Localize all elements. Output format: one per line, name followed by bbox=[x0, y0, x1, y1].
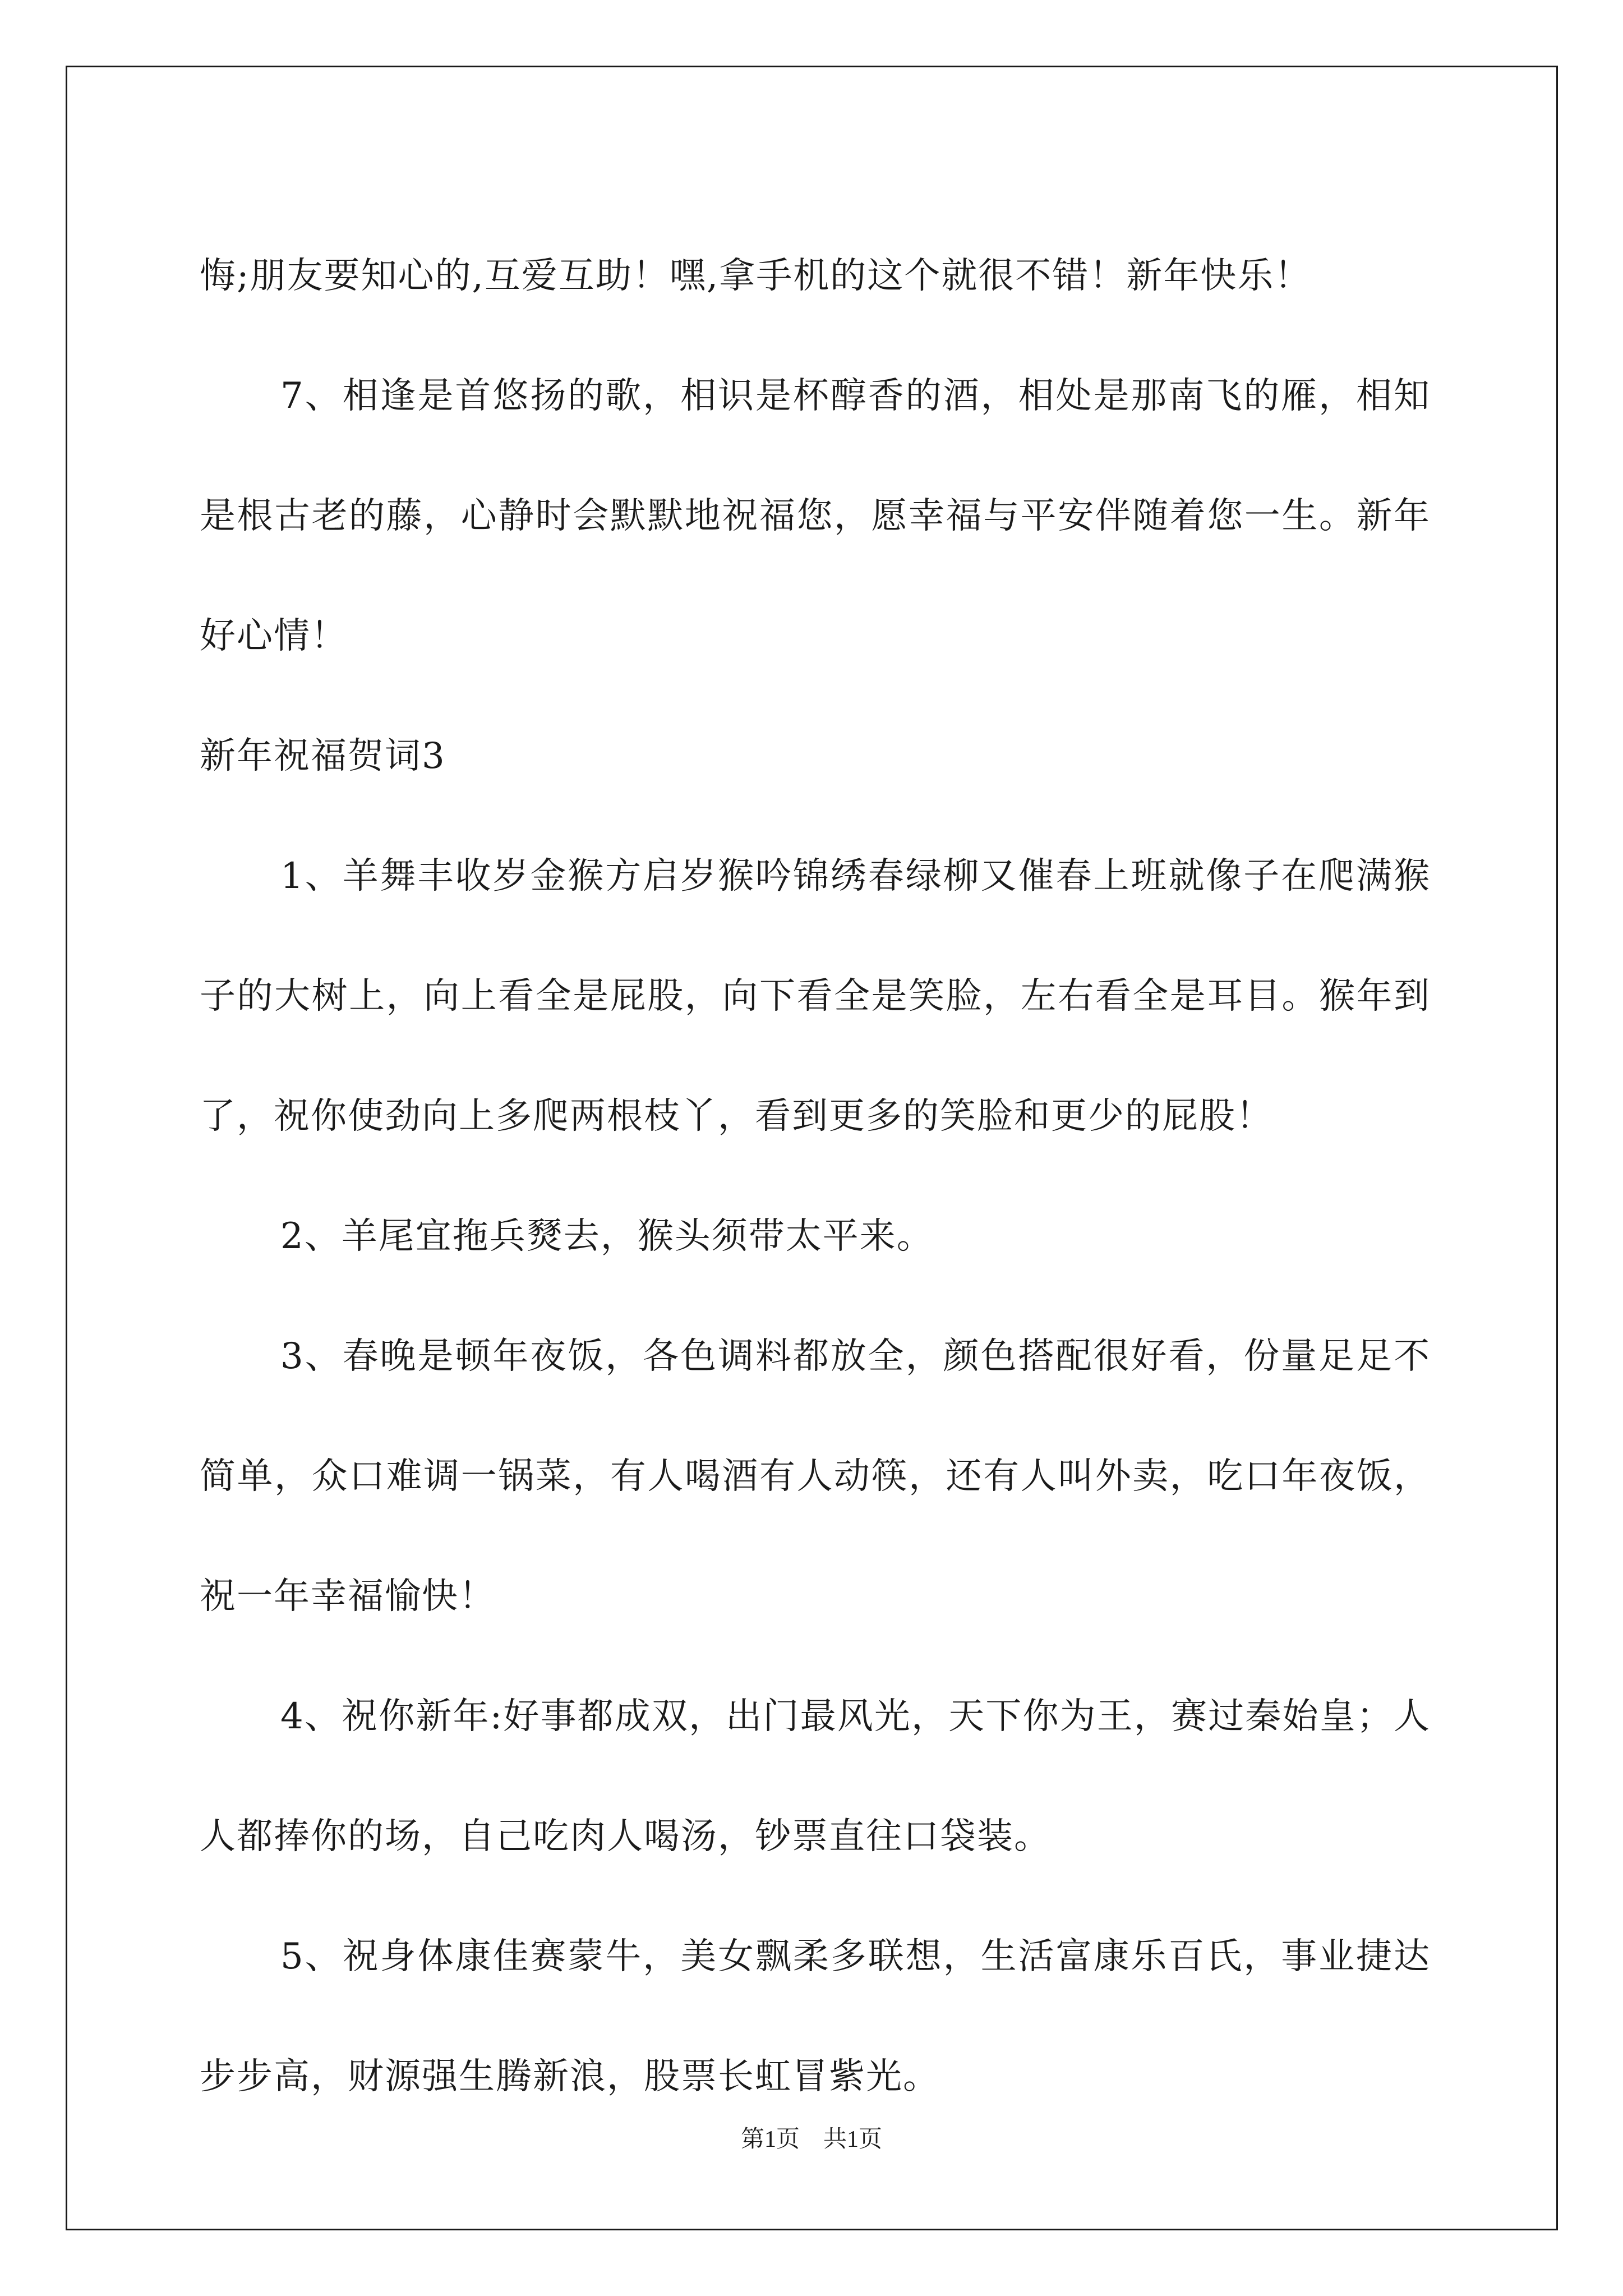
paragraph-item-4: 4、祝你新年:好事都成双，出门最风光，天下你为王，赛过秦始皇；人人都捧你的场，自己吃肉人喝汤，钞票直往口袋装。 bbox=[200, 1696, 1431, 1857]
page-footer: 第1页 共1页 bbox=[740, 2127, 882, 2152]
paragraph-item-1: 1、羊舞丰收岁金猴方启岁猴吟锦绣春绿柳又催春上班就像子在爬满猴子的大树上，向上看全是屁股，向下看全是笑脸，左右看全是耳目。猴年到了，祝你使劲向上多爬两根枝丫，看到更多的笑脸和更少的屁股！ bbox=[200, 855, 1431, 1137]
paragraph-item-5: 5、祝身体康佳赛蒙牛，美女飘柔多联想，生活富康乐百氏，事业捷达步步高，财源强生腾新浪，股票长虹冒紫光。 bbox=[200, 1936, 1431, 2097]
paragraph-item-2: 2、羊尾宜拖兵燹去，猴头须带太平来。 bbox=[280, 1216, 934, 1257]
section-heading: 新年祝福贺词3 bbox=[200, 735, 446, 777]
document-body bbox=[200, 216, 1431, 2137]
paragraph-item-7: 7、相逢是首悠扬的歌，相识是杯醇香的酒，相处是那南飞的雁，相知是根古老的藤，心静时会默默地祝福您，愿幸福与平安伴随着您一生。新年好心情！ bbox=[200, 375, 1431, 657]
paragraph-item-3: 3、春晚是顿年夜饭，各色调料都放全，颜色搭配很好看，份量足足不简单，众口难调一锅菜，有人喝酒有人动筷，还有人叫外卖，吃口年夜饭，祝一年幸福愉快！ bbox=[200, 1336, 1431, 1617]
paragraph-continuation: 悔;朋友要知心的,互爱互助！嘿,拿手机的这个就很不错！新年快乐！ bbox=[200, 255, 1312, 297]
